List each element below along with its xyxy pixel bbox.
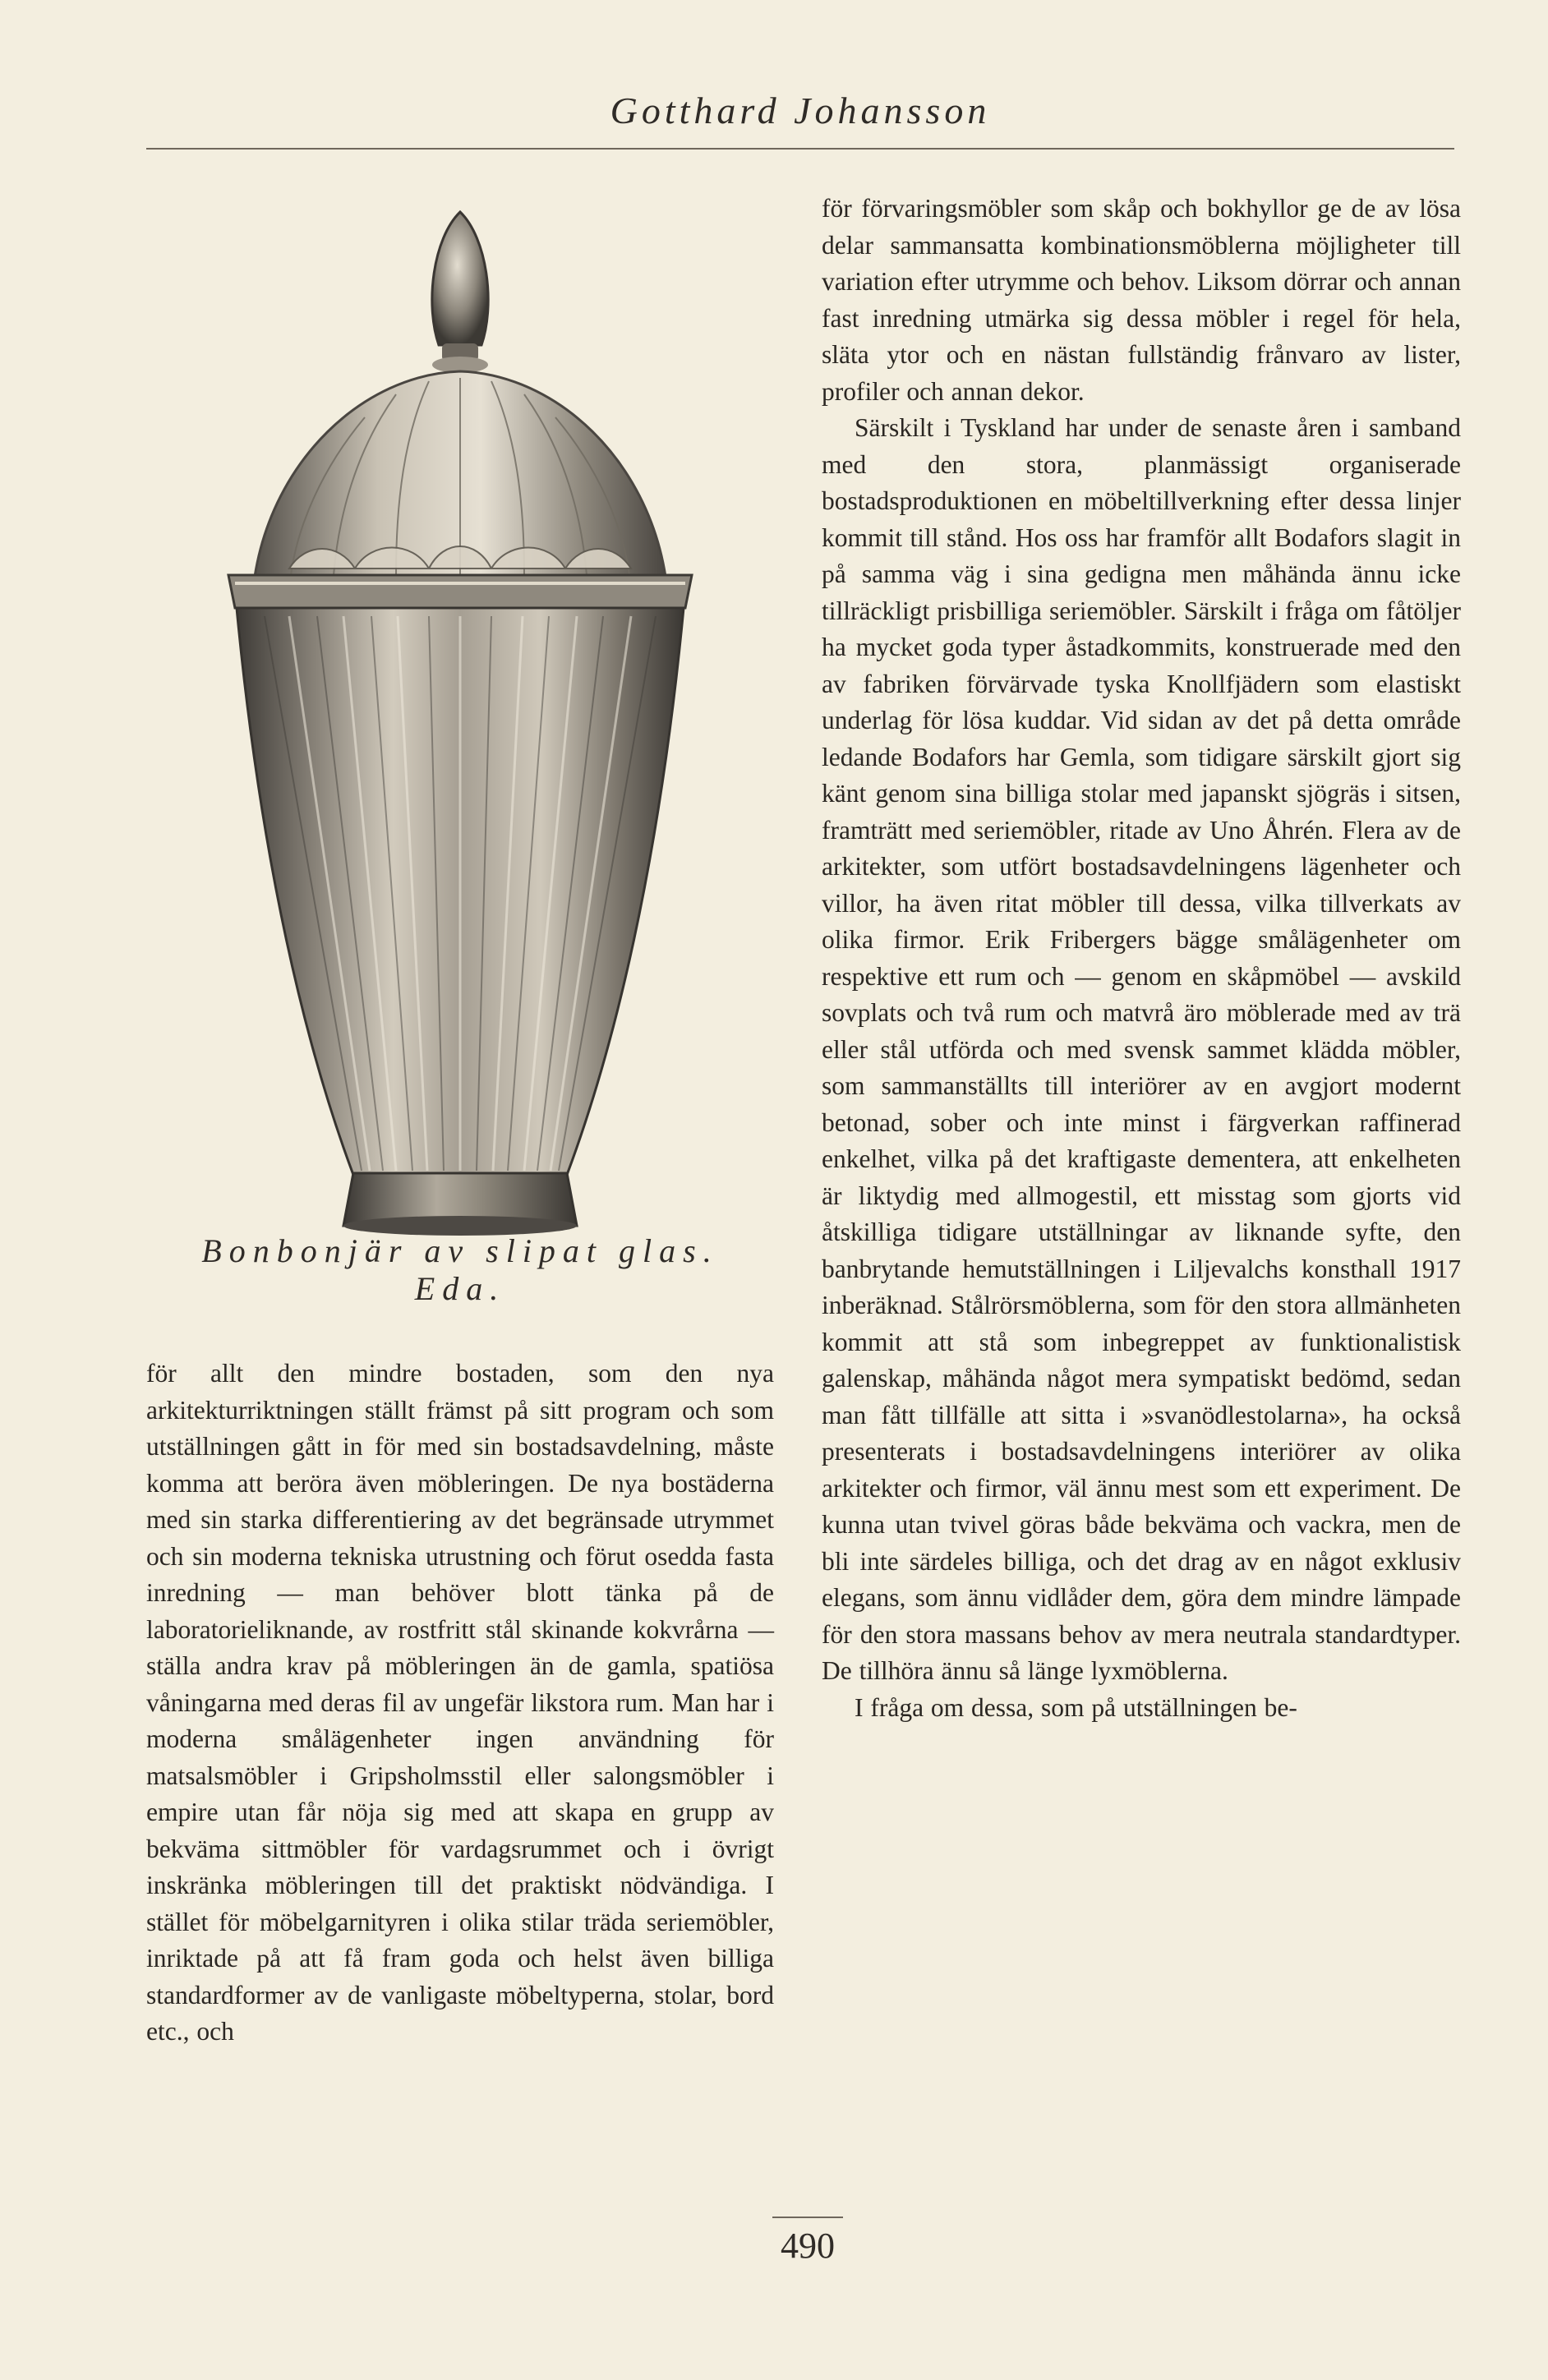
page-number: 490 <box>781 2226 835 2266</box>
glass-jar-photo <box>150 189 771 1241</box>
left-column <box>146 1356 774 2051</box>
lidded-glass-jar-icon <box>150 189 771 1241</box>
right-paragraph-1: för förvaringsmöbler som skåp och bokhyllor ge de av lösa delar sammansatta kombinationsmöblerna möjligheter till variation efter utrymme och behov. Liksom dörrar och annan fast inredning utmärka sig dessa möbler i regel för hela, släta ytor och en nästan fullständig frånvaro av lister, profiler och annan dekor. <box>822 194 1461 406</box>
right-paragraph-2: Särskilt i Tyskland har under de senaste åren i samband med den stora, planmässigt organiserade bostadsproduktionen en möbeltillverkning efter dessa linjer kommit till stånd. Hos oss har framför allt Bodafors slagit in på samma väg i sina gedigna men måhända ännu icke tillräckligt prisbilliga seriemöbler. Särskilt i fråga om fåtöljer ha mycket goda typer åstadkommits, konstruerade med den av fabriken förvärvade tyska Knollfjädern som elastiskt underlag för lösa kuddar. Vid sidan av det på detta område ledande Bodafors har Gemla, som tidigare särskilt gjort sig känt genom sina billiga stolar med japanskt sjögräs i sitsen, framträtt med seriemöbler, ritade av Uno Åhrén. Flera av de arkitekter, som utfört bostadsavdelningens lägenheter och villor, ha även ritat möbler till dessa, vilka tillverkats av olika firmor. Erik Fribergers bägge smålägenheter om respektive ett rum och — genom en skåpmöbel — avskild sovplats och två rum och matvrå äro möblerade med av trä eller stål utförda och med svensk sammet klädda möbler, som sammanställts till interiörer av en avgjort modernt betonad, sober och inte minst i färgverkan raffinerad enkelhet, vilka på det kraftigaste dementera, att enkelheten är liktydig med allmogestil, ett misstag som gjorts vid åtskilliga tidigare utställningar av liknande syfte, den banbrytande hemutställningen i Liljevalchs konsthall 1917 inberäknad. Stålrörsmöblerna, som för den stora allmänheten kommit att stå som inbegreppet av funktionalistisk galenskap, måhända något mera sympatiskt bedömd, sedan man fått tillfälle att sitta i »svanödlestolarna», ha också presenterats i bostadsavdelningens interiörer av olika arkitekter och firmor, väl ännu mest som ett experiment. De kunna utan tvivel göras både bekväma och vackra, men de bli inte särdeles billiga, och det drag av en något exklusiv elegans, som ännu vidlåder dem, göra dem mindre lämpade för den stora massans behov av mera neutrala standardtyper. De tillhöra ännu så länge lyxmöblerna. <box>822 413 1461 1685</box>
footer-rule <box>772 2217 843 2218</box>
caption-source: Eda. <box>414 1270 506 1307</box>
figure-caption <box>150 1232 771 1308</box>
header-rule <box>146 148 1454 150</box>
caption-title: Bonbonjär av slipat glas. <box>201 1232 719 1269</box>
right-paragraph-3: I fråga om dessa, som på utställningen be- <box>855 1692 1297 1722</box>
right-column <box>822 191 1461 1726</box>
running-head: Gotthard Johansson <box>610 90 991 131</box>
left-paragraph-1: för allt den mindre bostaden, som den nya arkitekturriktningen ställt främst på sitt program och som utställningen gått in för med sin bostadsavdelning, måste komma att beröra även möbleringen. De nya bostäderna med sin starka differentiering av det begränsade utrymmet och sin moderna tekniska utrustning och förut osedda fasta inredning — man behöver blott tänka på de laboratorieliknande, av rostfritt stål skinande kokvrårna — ställa andra krav på möbleringen än de gamla, spatiösa våningarna med deras fil av ungefär likstora rum. Man har i moderna smålägenheter ingen användning för matsalsmöbler i Gripsholmsstil eller salongsmöbler i empire utan får nöja sig med att skapa en grupp av bekväma sittmöbler för vardagsrummet och i övrigt inskränka möbleringen till det praktiskt nödvändiga. I stället för möbelgarnityren i olika stilar träda seriemöbler, inriktade på att få fram goda och helst även billiga standardformer av de vanligaste möbeltyperna, stolar, bord etc., och <box>146 1359 774 2046</box>
